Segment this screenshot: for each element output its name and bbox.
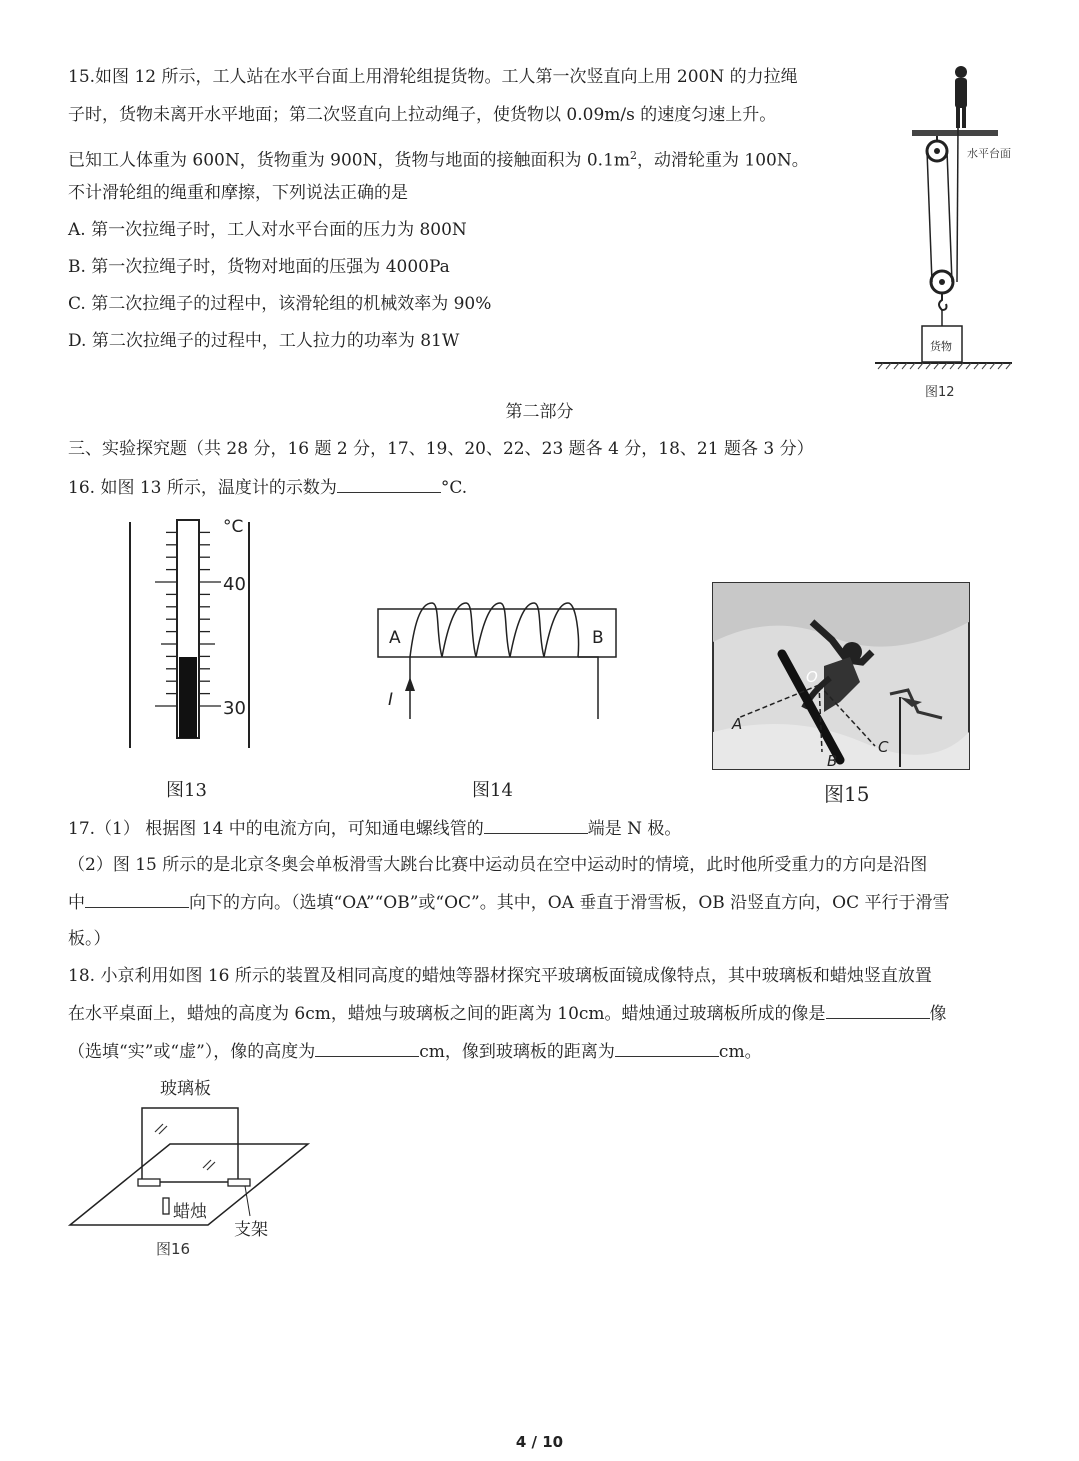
q18-line-2-pre: 在水平桌面上，蜡烛的高度为 6cm，蜡烛与玻璃板之间的距离为 10cm。蜡烛通过玻璃板所成的像是 <box>68 1004 826 1024</box>
q16-prompt: 16. 如图 13 所示，温度计的示数为 <box>68 478 337 498</box>
q18-line-3-c: cm。 <box>718 1042 762 1062</box>
q17-part-1-post: 端是 N 极。 <box>587 819 682 839</box>
q15-option-b: B. 第一次拉绳子时，货物对地面的压强为 4000Pa <box>68 257 450 277</box>
current-arrow-icon <box>405 677 415 691</box>
q15-line-3-post: ，动滑轮重为 100N。 <box>637 150 809 171</box>
q18-line-2 <box>68 1002 947 1025</box>
q15-option-a: A. 第一次拉绳子时，工人对水平台面的压力为 800N <box>68 220 467 240</box>
q17-answer-blank-1[interactable] <box>484 817 588 834</box>
label-c: C <box>878 738 889 756</box>
figure-13-thermometer <box>120 510 270 810</box>
q15-line-2: 子时，货物未离开水平地面；第二次竖直向上拉动绳子，使货物以 0.09m/s 的速度匀速上升。 <box>68 105 777 125</box>
page-number: 4 / 10 <box>515 1433 564 1451</box>
stand-left <box>138 1179 160 1186</box>
q17-part-2-line-1: （2）图 15 所示的是北京冬奥会单板滑雪大跳台比赛中运动员在空中运动时的情境，此时他所受重力的方向是沿图 <box>68 855 928 875</box>
figure-16-glass-setup <box>60 1070 320 1265</box>
solenoid-label-b: B <box>592 628 604 648</box>
label-b: B <box>827 752 838 770</box>
q16-unit: °C. <box>440 478 468 498</box>
q17-part-2-pre: 中 <box>68 893 85 913</box>
hook-icon <box>939 293 947 310</box>
platform <box>912 130 998 136</box>
q15-option-c: C. 第二次拉绳子的过程中，该滑轮组的机械效率为 90% <box>68 294 492 314</box>
label-o: O <box>806 668 818 686</box>
figure-14-caption: 图14 <box>472 780 513 801</box>
q15-line-3-pre: 已知工人体重为 600N，货物重为 900N，货物与地面的接触面积为 0.1m <box>68 150 631 171</box>
candle-icon <box>163 1198 169 1214</box>
q17-part-2-post: 向下的方向。（选填“OA”“OB”或“OC”。其中，OA 垂直于滑雪板，OB 沿竖直方向，OC 平行于滑雪 <box>189 893 950 913</box>
current-label: I <box>388 690 394 710</box>
q17-part-1-pre: 17.（1） 根据图 14 中的电流方向，可知通电螺线管的 <box>68 819 484 839</box>
thermometer-label-40: 40 <box>223 574 246 595</box>
glass-label: 玻璃板 <box>160 1079 211 1099</box>
q16-text <box>68 476 467 499</box>
q18-answer-blank-3[interactable] <box>615 1040 719 1057</box>
figure-13-caption: 图13 <box>166 780 207 801</box>
stand-label: 支架 <box>234 1220 268 1240</box>
candle-label: 蜡烛 <box>173 1202 207 1222</box>
figure-16-caption: 图16 <box>156 1240 191 1258</box>
label-a: A <box>732 715 743 733</box>
q17-answer-blank-2[interactable] <box>85 891 189 908</box>
q18-line-3 <box>68 1040 762 1063</box>
q17-part-1 <box>68 817 681 840</box>
q15-line-3-sup: 2 <box>630 149 638 162</box>
figure-12-caption: 图12 <box>925 385 955 400</box>
stand-right <box>228 1179 250 1186</box>
figure-12-pulley <box>870 60 1030 405</box>
q15-line-1: 15.如图 12 所示，工人站在水平台面上用滑轮组提货物。工人第一次竖直向上用 200N 的力拉绳 <box>68 67 798 87</box>
q18-answer-blank-1[interactable] <box>826 1002 930 1019</box>
thermometer-unit: °C <box>223 517 244 537</box>
q18-line-3-a: （选填“实”或“虚”），像的高度为 <box>68 1042 316 1062</box>
figure-14-solenoid <box>370 595 620 725</box>
figure-15-caption: 图15 <box>824 782 870 806</box>
section-heading: 三、实验探究题（共 28 分，16 题 2 分，17、19、20、22、23 题各 4 分，18、21 题各 3 分） <box>68 439 814 459</box>
q18-line-3-b: cm，像到玻璃板的距离为 <box>419 1042 615 1062</box>
q15-line-3 <box>68 145 809 172</box>
section-title: 第二部分 <box>505 402 574 422</box>
figure-15-snowboarder-photo <box>712 582 970 772</box>
worker-figure <box>955 66 967 128</box>
q17-part-2-line-3: 板。） <box>68 929 111 949</box>
q17-part-2-line-2 <box>68 891 950 914</box>
thermometer-label-30: 30 <box>223 698 246 719</box>
q16-answer-blank[interactable] <box>337 476 441 493</box>
mercury-column <box>179 657 197 738</box>
cargo-label: 货物 <box>930 340 952 353</box>
q18-line-1: 18. 小京利用如图 16 所示的装置及相同高度的蜡烛等器材探究平玻璃板面镜成像特点，其中玻璃板和蜡烛竖直放置 <box>68 966 932 986</box>
q18-answer-blank-2[interactable] <box>315 1040 419 1057</box>
q15-option-d: D. 第二次拉绳子的过程中，工人拉力的功率为 81W <box>68 331 460 351</box>
q15-line-4: 不计滑轮组的绳重和摩擦，下列说法正确的是 <box>68 183 408 203</box>
solenoid-label-a: A <box>389 628 401 648</box>
platform-label: 水平台面 <box>967 147 1011 160</box>
q18-line-2-post: 像 <box>929 1004 947 1024</box>
